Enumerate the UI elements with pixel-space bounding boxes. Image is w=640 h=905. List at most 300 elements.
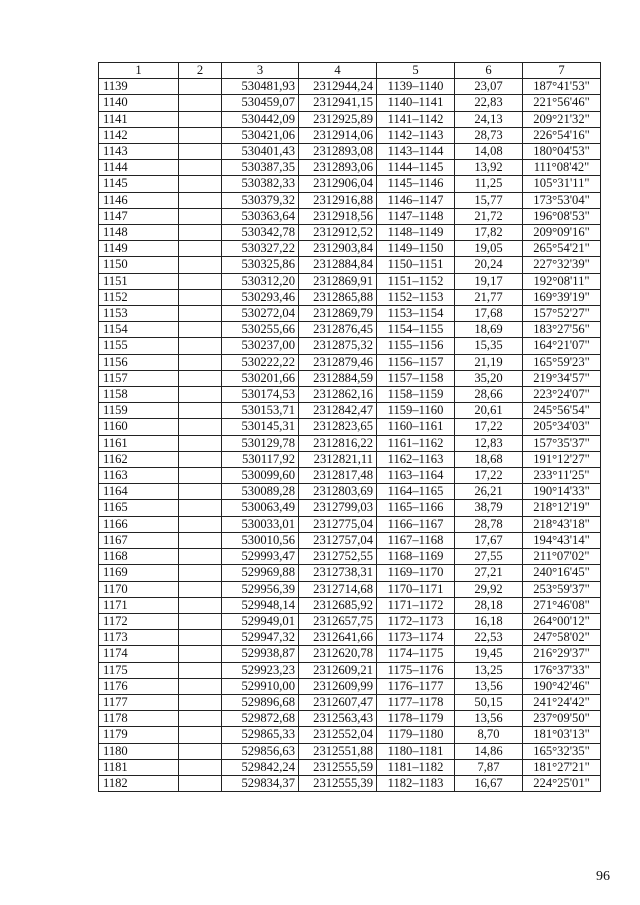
x-coordinate-cell: 530382,33 xyxy=(222,176,299,192)
angle-cell: 245°56'54" xyxy=(523,403,601,419)
x-coordinate-cell: 530363,64 xyxy=(222,208,299,224)
segment-cell: 1164–1165 xyxy=(377,484,455,500)
segment-cell: 1143–1144 xyxy=(377,144,455,160)
angle-cell: 216°29'37" xyxy=(523,646,601,662)
empty-cell xyxy=(179,630,222,646)
segment-cell: 1141–1142 xyxy=(377,111,455,127)
length-cell: 19,45 xyxy=(455,646,523,662)
angle-cell: 265°54'21" xyxy=(523,241,601,257)
segment-cell: 1169–1170 xyxy=(377,565,455,581)
empty-cell xyxy=(179,403,222,419)
angle-cell: 271°46'08" xyxy=(523,597,601,613)
length-cell: 16,67 xyxy=(455,775,523,791)
table-row xyxy=(99,208,601,224)
point-number-cell: 1146 xyxy=(99,192,179,208)
header-cell: 7 xyxy=(523,63,601,79)
empty-cell xyxy=(179,289,222,305)
length-cell: 21,72 xyxy=(455,208,523,224)
table-row xyxy=(99,549,601,565)
y-coordinate-cell: 2312925,89 xyxy=(299,111,377,127)
point-number-cell: 1170 xyxy=(99,581,179,597)
point-number-cell: 1172 xyxy=(99,613,179,629)
angle-cell: 224°25'01" xyxy=(523,775,601,791)
x-coordinate-cell: 530387,35 xyxy=(222,160,299,176)
angle-cell: 209°21'32" xyxy=(523,111,601,127)
length-cell: 17,82 xyxy=(455,225,523,241)
x-coordinate-cell: 530222,22 xyxy=(222,354,299,370)
segment-cell: 1160–1161 xyxy=(377,419,455,435)
angle-cell: 169°39'19" xyxy=(523,289,601,305)
table-row xyxy=(99,95,601,111)
segment-cell: 1168–1169 xyxy=(377,549,455,565)
table-row xyxy=(99,613,601,629)
table-row xyxy=(99,387,601,403)
empty-cell xyxy=(179,225,222,241)
y-coordinate-cell: 2312620,78 xyxy=(299,646,377,662)
length-cell: 28,73 xyxy=(455,127,523,143)
segment-cell: 1161–1162 xyxy=(377,435,455,451)
empty-cell xyxy=(179,79,222,95)
segment-cell: 1180–1181 xyxy=(377,743,455,759)
length-cell: 22,83 xyxy=(455,95,523,111)
length-cell: 29,92 xyxy=(455,581,523,597)
x-coordinate-cell: 529856,63 xyxy=(222,743,299,759)
y-coordinate-cell: 2312657,75 xyxy=(299,613,377,629)
angle-cell: 221°56'46" xyxy=(523,95,601,111)
length-cell: 22,53 xyxy=(455,630,523,646)
table-row xyxy=(99,516,601,532)
table-row xyxy=(99,646,601,662)
point-number-cell: 1164 xyxy=(99,484,179,500)
length-cell: 19,17 xyxy=(455,273,523,289)
x-coordinate-cell: 529896,68 xyxy=(222,694,299,710)
point-number-cell: 1148 xyxy=(99,225,179,241)
segment-cell: 1148–1149 xyxy=(377,225,455,241)
y-coordinate-cell: 2312551,88 xyxy=(299,743,377,759)
length-cell: 7,87 xyxy=(455,759,523,775)
x-coordinate-cell: 530063,49 xyxy=(222,500,299,516)
segment-cell: 1149–1150 xyxy=(377,241,455,257)
x-coordinate-cell: 530237,00 xyxy=(222,338,299,354)
length-cell: 14,08 xyxy=(455,144,523,160)
empty-cell xyxy=(179,160,222,176)
length-cell: 24,13 xyxy=(455,111,523,127)
angle-cell: 165°59'23" xyxy=(523,354,601,370)
empty-cell xyxy=(179,516,222,532)
y-coordinate-cell: 2312609,21 xyxy=(299,662,377,678)
segment-cell: 1154–1155 xyxy=(377,322,455,338)
x-coordinate-cell: 530481,93 xyxy=(222,79,299,95)
length-cell: 13,56 xyxy=(455,678,523,694)
segment-cell: 1142–1143 xyxy=(377,127,455,143)
point-number-cell: 1173 xyxy=(99,630,179,646)
x-coordinate-cell: 529993,47 xyxy=(222,549,299,565)
header-cell: 2 xyxy=(179,63,222,79)
segment-cell: 1167–1168 xyxy=(377,532,455,548)
table-row xyxy=(99,484,601,500)
point-number-cell: 1169 xyxy=(99,565,179,581)
table-row xyxy=(99,711,601,727)
y-coordinate-cell: 2312918,56 xyxy=(299,208,377,224)
table-row xyxy=(99,743,601,759)
y-coordinate-cell: 2312906,04 xyxy=(299,176,377,192)
length-cell: 20,24 xyxy=(455,257,523,273)
angle-cell: 219°34'57" xyxy=(523,370,601,386)
table-row xyxy=(99,306,601,322)
x-coordinate-cell: 530327,22 xyxy=(222,241,299,257)
point-number-cell: 1150 xyxy=(99,257,179,273)
table-row xyxy=(99,338,601,354)
x-coordinate-cell: 530255,66 xyxy=(222,322,299,338)
length-cell: 18,68 xyxy=(455,451,523,467)
segment-cell: 1165–1166 xyxy=(377,500,455,516)
y-coordinate-cell: 2312738,31 xyxy=(299,565,377,581)
table-row xyxy=(99,111,601,127)
point-number-cell: 1145 xyxy=(99,176,179,192)
angle-cell: 183°27'56" xyxy=(523,322,601,338)
empty-cell xyxy=(179,176,222,192)
point-number-cell: 1140 xyxy=(99,95,179,111)
empty-cell xyxy=(179,370,222,386)
y-coordinate-cell: 2312875,32 xyxy=(299,338,377,354)
angle-cell: 253°59'37" xyxy=(523,581,601,597)
point-number-cell: 1151 xyxy=(99,273,179,289)
y-coordinate-cell: 2312817,48 xyxy=(299,468,377,484)
table-row xyxy=(99,176,601,192)
angle-cell: 240°16'45" xyxy=(523,565,601,581)
y-coordinate-cell: 2312555,39 xyxy=(299,775,377,791)
point-number-cell: 1180 xyxy=(99,743,179,759)
y-coordinate-cell: 2312842,47 xyxy=(299,403,377,419)
y-coordinate-cell: 2312823,65 xyxy=(299,419,377,435)
length-cell: 13,56 xyxy=(455,711,523,727)
point-number-cell: 1182 xyxy=(99,775,179,791)
empty-cell xyxy=(179,613,222,629)
empty-cell xyxy=(179,419,222,435)
empty-cell xyxy=(179,241,222,257)
x-coordinate-cell: 530421,06 xyxy=(222,127,299,143)
length-cell: 11,25 xyxy=(455,176,523,192)
length-cell: 14,86 xyxy=(455,743,523,759)
table-row xyxy=(99,257,601,273)
segment-cell: 1155–1156 xyxy=(377,338,455,354)
point-number-cell: 1167 xyxy=(99,532,179,548)
angle-cell: 173°53'04" xyxy=(523,192,601,208)
length-cell: 27,55 xyxy=(455,549,523,565)
angle-cell: 165°32'35" xyxy=(523,743,601,759)
point-number-cell: 1176 xyxy=(99,678,179,694)
segment-cell: 1153–1154 xyxy=(377,306,455,322)
segment-cell: 1175–1176 xyxy=(377,662,455,678)
empty-cell xyxy=(179,144,222,160)
table-row xyxy=(99,403,601,419)
empty-cell xyxy=(179,678,222,694)
length-cell: 17,68 xyxy=(455,306,523,322)
x-coordinate-cell: 530153,71 xyxy=(222,403,299,419)
y-coordinate-cell: 2312916,88 xyxy=(299,192,377,208)
angle-cell: 181°03'13" xyxy=(523,727,601,743)
y-coordinate-cell: 2312884,84 xyxy=(299,257,377,273)
y-coordinate-cell: 2312816,22 xyxy=(299,435,377,451)
angle-cell: 181°27'21" xyxy=(523,759,601,775)
point-number-cell: 1152 xyxy=(99,289,179,305)
angle-cell: 105°31'11" xyxy=(523,176,601,192)
point-number-cell: 1142 xyxy=(99,127,179,143)
y-coordinate-cell: 2312752,55 xyxy=(299,549,377,565)
x-coordinate-cell: 530272,04 xyxy=(222,306,299,322)
angle-cell: 111°08'42" xyxy=(523,160,601,176)
segment-cell: 1166–1167 xyxy=(377,516,455,532)
length-cell: 13,92 xyxy=(455,160,523,176)
table-row xyxy=(99,225,601,241)
y-coordinate-cell: 2312607,47 xyxy=(299,694,377,710)
empty-cell xyxy=(179,646,222,662)
table-row xyxy=(99,419,601,435)
x-coordinate-cell: 530442,09 xyxy=(222,111,299,127)
segment-cell: 1178–1179 xyxy=(377,711,455,727)
table-row xyxy=(99,241,601,257)
y-coordinate-cell: 2312903,84 xyxy=(299,241,377,257)
point-number-cell: 1171 xyxy=(99,597,179,613)
length-cell: 13,25 xyxy=(455,662,523,678)
y-coordinate-cell: 2312555,59 xyxy=(299,759,377,775)
segment-cell: 1147–1148 xyxy=(377,208,455,224)
length-cell: 8,70 xyxy=(455,727,523,743)
table-row xyxy=(99,775,601,791)
table-row xyxy=(99,289,601,305)
angle-cell: 190°42'46" xyxy=(523,678,601,694)
table-row xyxy=(99,694,601,710)
table-row xyxy=(99,79,601,95)
point-number-cell: 1178 xyxy=(99,711,179,727)
x-coordinate-cell: 530459,07 xyxy=(222,95,299,111)
y-coordinate-cell: 2312912,52 xyxy=(299,225,377,241)
angle-cell: 191°12'27" xyxy=(523,451,601,467)
x-coordinate-cell: 529969,88 xyxy=(222,565,299,581)
table-row xyxy=(99,727,601,743)
length-cell: 15,77 xyxy=(455,192,523,208)
segment-cell: 1159–1160 xyxy=(377,403,455,419)
segment-cell: 1171–1172 xyxy=(377,597,455,613)
length-cell: 38,79 xyxy=(455,500,523,516)
length-cell: 23,07 xyxy=(455,79,523,95)
point-number-cell: 1153 xyxy=(99,306,179,322)
empty-cell xyxy=(179,192,222,208)
angle-cell: 218°43'18" xyxy=(523,516,601,532)
point-number-cell: 1139 xyxy=(99,79,179,95)
y-coordinate-cell: 2312775,04 xyxy=(299,516,377,532)
point-number-cell: 1144 xyxy=(99,160,179,176)
y-coordinate-cell: 2312563,43 xyxy=(299,711,377,727)
table-row xyxy=(99,435,601,451)
segment-cell: 1140–1141 xyxy=(377,95,455,111)
length-cell: 21,77 xyxy=(455,289,523,305)
x-coordinate-cell: 530145,31 xyxy=(222,419,299,435)
segment-cell: 1151–1152 xyxy=(377,273,455,289)
empty-cell xyxy=(179,743,222,759)
segment-cell: 1170–1171 xyxy=(377,581,455,597)
y-coordinate-cell: 2312879,46 xyxy=(299,354,377,370)
header-cell: 4 xyxy=(299,63,377,79)
length-cell: 26,21 xyxy=(455,484,523,500)
coordinates-table xyxy=(98,62,601,792)
x-coordinate-cell: 530401,43 xyxy=(222,144,299,160)
angle-cell: 247°58'02" xyxy=(523,630,601,646)
empty-cell xyxy=(179,484,222,500)
point-number-cell: 1143 xyxy=(99,144,179,160)
x-coordinate-cell: 529949,01 xyxy=(222,613,299,629)
x-coordinate-cell: 529865,33 xyxy=(222,727,299,743)
angle-cell: 190°14'33" xyxy=(523,484,601,500)
table-row xyxy=(99,630,601,646)
table-row xyxy=(99,565,601,581)
empty-cell xyxy=(179,322,222,338)
table-row xyxy=(99,662,601,678)
point-number-cell: 1155 xyxy=(99,338,179,354)
segment-cell: 1163–1164 xyxy=(377,468,455,484)
empty-cell xyxy=(179,273,222,289)
point-number-cell: 1141 xyxy=(99,111,179,127)
y-coordinate-cell: 2312865,88 xyxy=(299,289,377,305)
segment-cell: 1146–1147 xyxy=(377,192,455,208)
point-number-cell: 1158 xyxy=(99,387,179,403)
point-number-cell: 1175 xyxy=(99,662,179,678)
empty-cell xyxy=(179,387,222,403)
length-cell: 12,83 xyxy=(455,435,523,451)
empty-cell xyxy=(179,208,222,224)
length-cell: 17,22 xyxy=(455,419,523,435)
y-coordinate-cell: 2312869,79 xyxy=(299,306,377,322)
angle-cell: 241°24'42" xyxy=(523,694,601,710)
y-coordinate-cell: 2312862,16 xyxy=(299,387,377,403)
x-coordinate-cell: 529842,24 xyxy=(222,759,299,775)
table-row xyxy=(99,597,601,613)
segment-cell: 1150–1151 xyxy=(377,257,455,273)
segment-cell: 1157–1158 xyxy=(377,370,455,386)
length-cell: 17,22 xyxy=(455,468,523,484)
segment-cell: 1144–1145 xyxy=(377,160,455,176)
segment-cell: 1152–1153 xyxy=(377,289,455,305)
table-row xyxy=(99,354,601,370)
point-number-cell: 1157 xyxy=(99,370,179,386)
y-coordinate-cell: 2312876,45 xyxy=(299,322,377,338)
empty-cell xyxy=(179,451,222,467)
x-coordinate-cell: 530010,56 xyxy=(222,532,299,548)
angle-cell: 223°24'07" xyxy=(523,387,601,403)
length-cell: 28,66 xyxy=(455,387,523,403)
segment-cell: 1145–1146 xyxy=(377,176,455,192)
length-cell: 27,21 xyxy=(455,565,523,581)
x-coordinate-cell: 529947,32 xyxy=(222,630,299,646)
segment-cell: 1174–1175 xyxy=(377,646,455,662)
y-coordinate-cell: 2312757,04 xyxy=(299,532,377,548)
table-row xyxy=(99,160,601,176)
angle-cell: 164°21'07" xyxy=(523,338,601,354)
angle-cell: 237°09'50" xyxy=(523,711,601,727)
x-coordinate-cell: 530089,28 xyxy=(222,484,299,500)
segment-cell: 1172–1173 xyxy=(377,613,455,629)
y-coordinate-cell: 2312799,03 xyxy=(299,500,377,516)
angle-cell: 226°54'16" xyxy=(523,127,601,143)
y-coordinate-cell: 2312609,99 xyxy=(299,678,377,694)
empty-cell xyxy=(179,500,222,516)
empty-cell xyxy=(179,759,222,775)
table-row xyxy=(99,273,601,289)
x-coordinate-cell: 529872,68 xyxy=(222,711,299,727)
y-coordinate-cell: 2312941,15 xyxy=(299,95,377,111)
x-coordinate-cell: 529834,37 xyxy=(222,775,299,791)
table-row xyxy=(99,144,601,160)
empty-cell xyxy=(179,727,222,743)
empty-cell xyxy=(179,468,222,484)
x-coordinate-cell: 530201,66 xyxy=(222,370,299,386)
length-cell: 19,05 xyxy=(455,241,523,257)
point-number-cell: 1161 xyxy=(99,435,179,451)
table-row xyxy=(99,500,601,516)
angle-cell: 180°04'53" xyxy=(523,144,601,160)
x-coordinate-cell: 530033,01 xyxy=(222,516,299,532)
table-row xyxy=(99,322,601,338)
empty-cell xyxy=(179,565,222,581)
angle-cell: 264°00'12" xyxy=(523,613,601,629)
y-coordinate-cell: 2312893,06 xyxy=(299,160,377,176)
x-coordinate-cell: 530342,78 xyxy=(222,225,299,241)
y-coordinate-cell: 2312884,59 xyxy=(299,370,377,386)
x-coordinate-cell: 530293,46 xyxy=(222,289,299,305)
table-row xyxy=(99,532,601,548)
point-number-cell: 1174 xyxy=(99,646,179,662)
x-coordinate-cell: 530129,78 xyxy=(222,435,299,451)
point-number-cell: 1177 xyxy=(99,694,179,710)
angle-cell: 157°35'37" xyxy=(523,435,601,451)
empty-cell xyxy=(179,354,222,370)
empty-cell xyxy=(179,306,222,322)
angle-cell: 211°07'02" xyxy=(523,549,601,565)
angle-cell: 205°34'03" xyxy=(523,419,601,435)
segment-cell: 1139–1140 xyxy=(377,79,455,95)
segment-cell: 1156–1157 xyxy=(377,354,455,370)
y-coordinate-cell: 2312893,08 xyxy=(299,144,377,160)
table-row xyxy=(99,127,601,143)
point-number-cell: 1149 xyxy=(99,241,179,257)
x-coordinate-cell: 529910,00 xyxy=(222,678,299,694)
point-number-cell: 1179 xyxy=(99,727,179,743)
y-coordinate-cell: 2312641,66 xyxy=(299,630,377,646)
length-cell: 35,20 xyxy=(455,370,523,386)
point-number-cell: 1159 xyxy=(99,403,179,419)
empty-cell xyxy=(179,111,222,127)
segment-cell: 1179–1180 xyxy=(377,727,455,743)
point-number-cell: 1166 xyxy=(99,516,179,532)
table-row xyxy=(99,370,601,386)
table-body xyxy=(99,79,601,792)
y-coordinate-cell: 2312714,68 xyxy=(299,581,377,597)
x-coordinate-cell: 530379,32 xyxy=(222,192,299,208)
point-number-cell: 1156 xyxy=(99,354,179,370)
length-cell: 15,35 xyxy=(455,338,523,354)
table-row xyxy=(99,451,601,467)
table-row xyxy=(99,759,601,775)
empty-cell xyxy=(179,549,222,565)
angle-cell: 218°12'19" xyxy=(523,500,601,516)
segment-cell: 1176–1177 xyxy=(377,678,455,694)
angle-cell: 192°08'11" xyxy=(523,273,601,289)
point-number-cell: 1147 xyxy=(99,208,179,224)
empty-cell xyxy=(179,694,222,710)
y-coordinate-cell: 2312552,04 xyxy=(299,727,377,743)
point-number-cell: 1163 xyxy=(99,468,179,484)
segment-cell: 1158–1159 xyxy=(377,387,455,403)
